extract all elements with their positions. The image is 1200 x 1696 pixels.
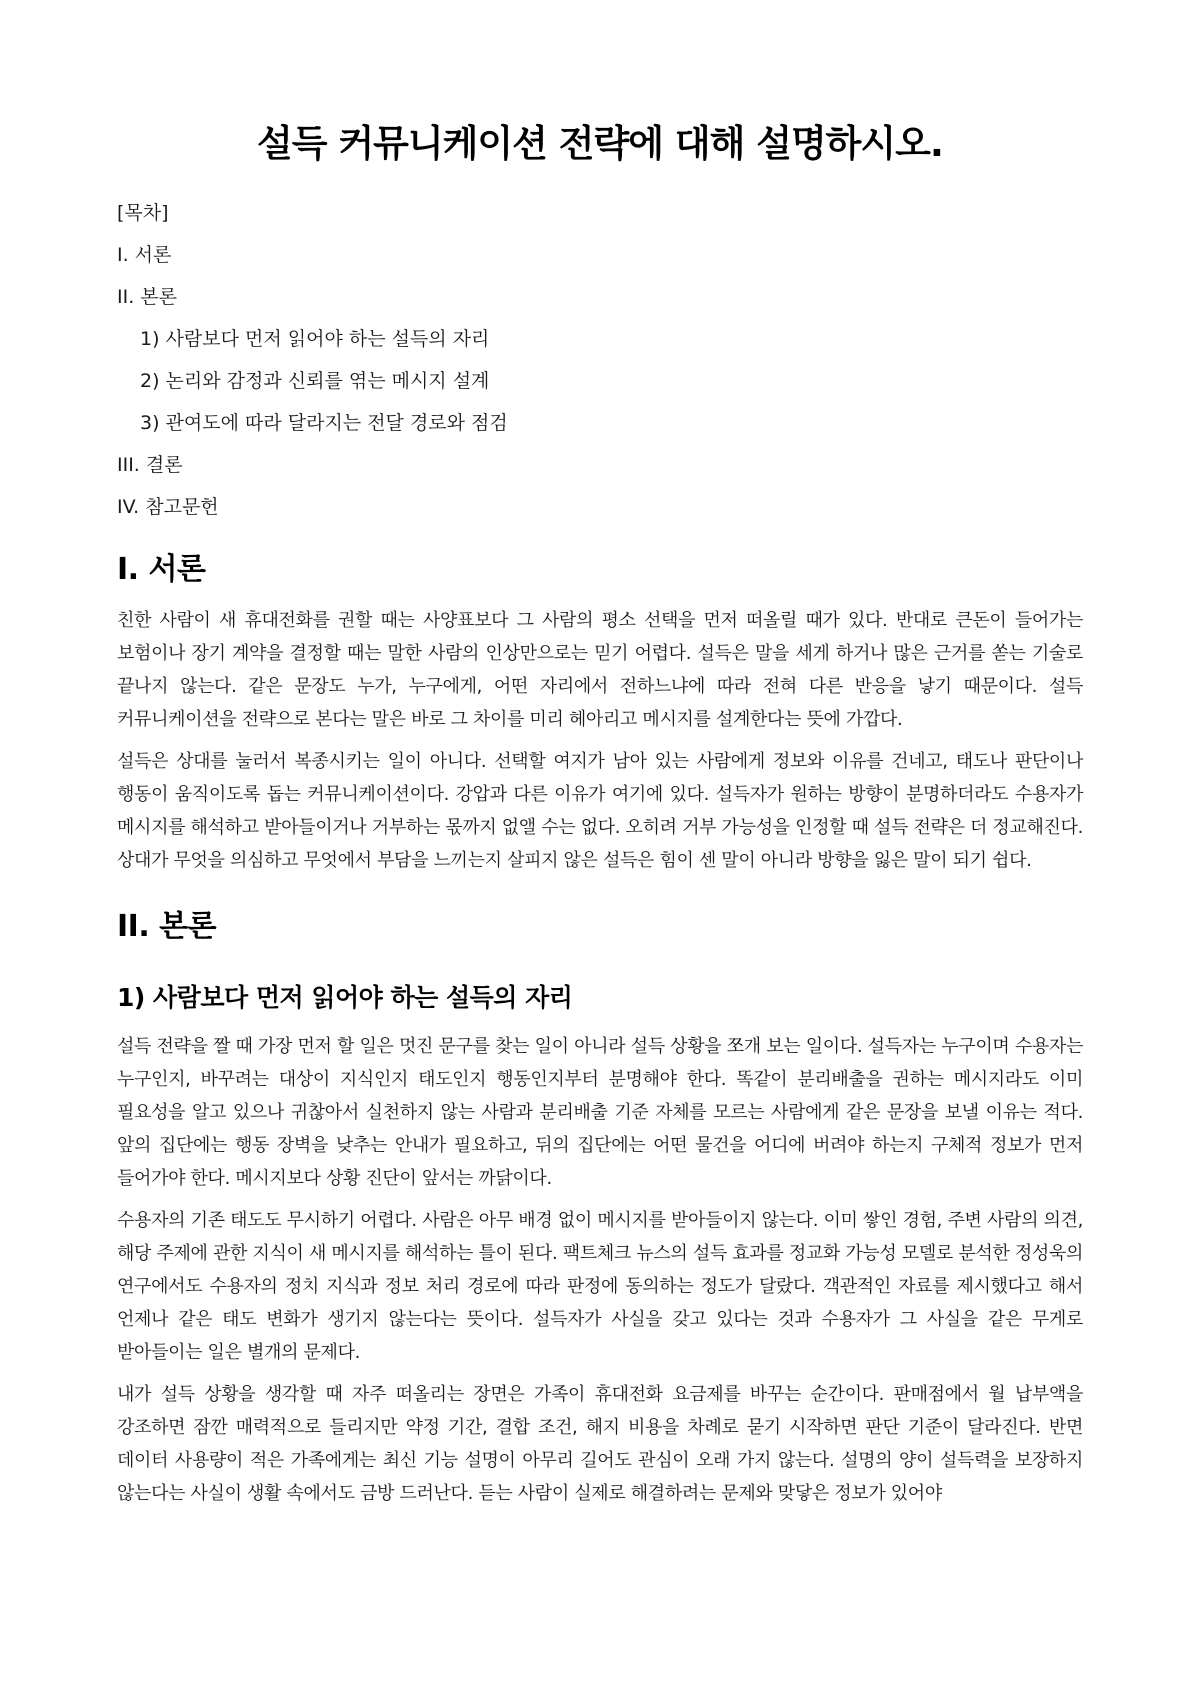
body-paragraph: 내가 설득 상황을 생각할 때 자주 떠올리는 장면은 가족이 휴대전화 요금제를 바꾸는 순간이다. 판매점에서 월 납부액을 강조하면 잠깐 매력적으로 들리지만 약정 기간, 결합 조건, 해지 비용을 차례로 묻기 시작하면 판단 기준이 달라진다. 반면 데이터 사용량이 적은 가족에게는 최신 기능 설명이 아무리 길어도 관심이 오래 가지 않는다. 설명의 양이 설득력을 보장하지 않는다는 사실이 생활 속에서도 금방 드러난다. 듣는 사람이 실제로 해결하려는 문제와 맞닿은 정보가 있어야 (117, 1384, 1083, 1504)
intro-paragraph: 친한 사람이 새 휴대전화를 권할 때는 사양표보다 그 사람의 평소 선택을 먼저 떠올릴 때가 있다. 반대로 큰돈이 들어가는 보험이나 장기 계약을 결정할 때는 말한 사람의 인상만으로는 믿기 어렵다. 설득은 말을 세게 하거나 많은 근거를 쏟는 기술로 끝나지 않는다. 같은 문장도 누가, 누구에게, 어떤 자리에서 전하느냐에 따라 전혀 다른 반응을 낳기 때문이다. 설득 커뮤니케이션을 전략으로 본다는 말은 바로 그 차이를 미리 헤아리고 메시지를 설계한다는 뜻에 가깝다. (117, 610, 1083, 730)
subsection-heading: 1) 사람보다 먼저 읽어야 하는 설득의 자리 (117, 983, 573, 1012)
toc-subitem: 1) 사람보다 먼저 읽어야 하는 설득의 자리 (140, 328, 490, 350)
toc-item: II. 본론 (117, 286, 177, 308)
toc-label: [목차] (117, 202, 169, 224)
document-title: 설득 커뮤니케이션 전략에 대해 설명하시오. (257, 122, 943, 165)
toc-item: I. 서론 (117, 244, 172, 266)
toc-item: IV. 참고문헌 (117, 496, 219, 518)
body-paragraph: 설득 전략을 짤 때 가장 먼저 할 일은 멋진 문구를 찾는 일이 아니라 설득 상황을 쪼개 보는 일이다. 설득자는 누구이며 수용자는 누구인지, 바꾸려는 대상이 지식인지 태도인지 행동인지부터 분명해야 한다. 똑같이 분리배출을 권하는 메시지라도 이미 필요성을 알고 있으나 귀찮아서 실천하지 않는 사람과 분리배출 기준 자체를 모르는 사람에게 같은 문장을 보낼 이유는 적다. 앞의 집단에는 행동 장벽을 낮추는 안내가 필요하고, 뒤의 집단에는 어떤 물건을 어디에 버려야 하는지 구체적 정보가 먼저 들어가야 한다. 메시지보다 상황 진단이 앞서는 까닭이다. (117, 1036, 1083, 1189)
section-heading-body: II. 본론 (117, 909, 217, 944)
toc-subitem: 3) 관여도에 따라 달라지는 전달 경로와 점검 (140, 412, 508, 434)
section-heading-intro: I. 서론 (117, 552, 206, 587)
table-of-contents (117, 192, 1083, 528)
toc-subitem: 2) 논리와 감정과 신뢰를 엮는 메시지 설계 (140, 370, 490, 392)
intro-paragraph: 설득은 상대를 눌러서 복종시키는 일이 아니다. 선택할 여지가 남아 있는 사람에게 정보와 이유를 건네고, 태도나 판단이나 행동이 움직이도록 돕는 커뮤니케이션이다. 강압과 다른 이유가 여기에 있다. 설득자가 원하는 방향이 분명하더라도 수용자가 메시지를 해석하고 받아들이거나 거부하는 몫까지 없앨 수는 없다. 오히려 거부 가능성을 인정할 때 설득 전략은 더 정교해진다. 상대가 무엇을 의심하고 무엇에서 부담을 느끼는지 살피지 않은 설득은 힘이 센 말이 아니라 방향을 잃은 말이 되기 쉽다. (117, 751, 1083, 871)
body-paragraph: 수용자의 기존 태도도 무시하기 어렵다. 사람은 아무 배경 없이 메시지를 받아들이지 않는다. 이미 쌓인 경험, 주변 사람의 의견, 해당 주제에 관한 지식이 새 메시지를 해석하는 틀이 된다. 팩트체크 뉴스의 설득 효과를 정교화 가능성 모델로 분석한 정성욱의 연구에서도 수용자의 정치 지식과 정보 처리 경로에 따라 판정에 동의하는 정도가 달랐다. 객관적인 자료를 제시했다고 해서 언제나 같은 태도 변화가 생기지 않는다는 뜻이다. 설득자가 사실을 갖고 있다는 것과 수용자가 그 사실을 같은 무게로 받아들이는 일은 별개의 문제다. (117, 1210, 1083, 1363)
toc-item: III. 결론 (117, 454, 183, 476)
